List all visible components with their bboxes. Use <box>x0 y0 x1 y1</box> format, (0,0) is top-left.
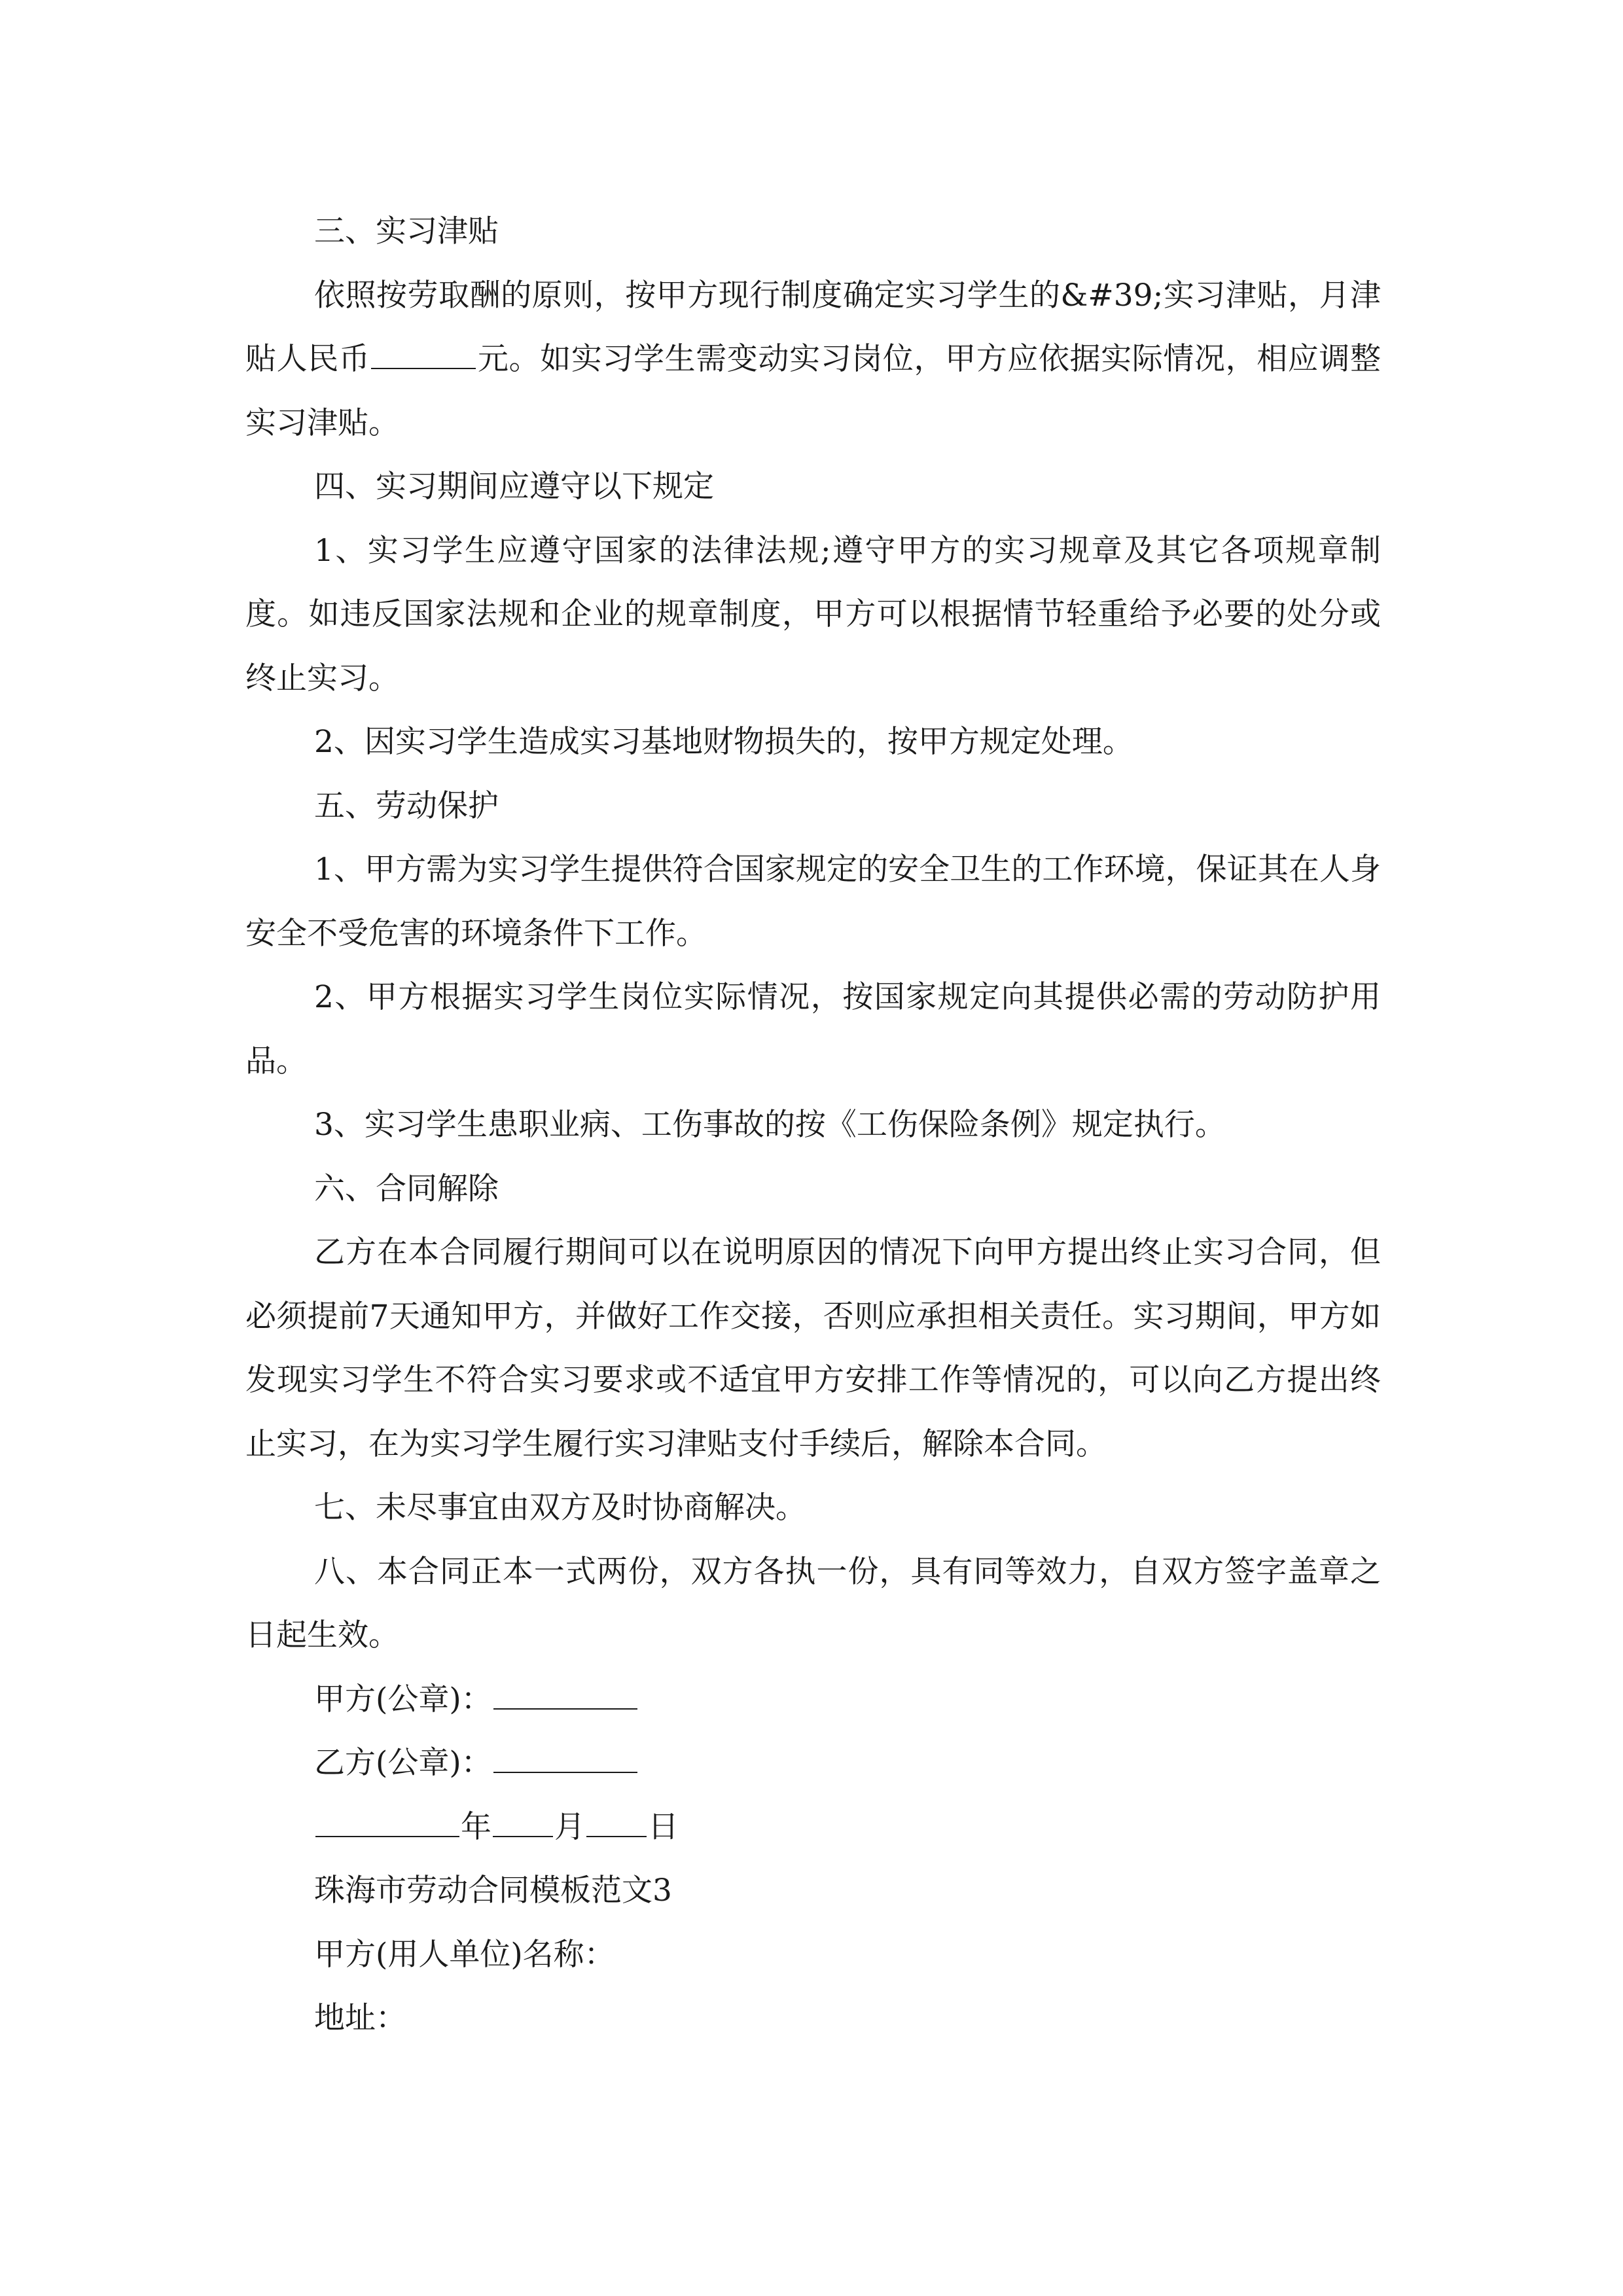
protection-item-2: 2、甲方根据实习学生岗位实际情况，按国家规定向其提供必需的劳动防护用品。 <box>245 979 1381 1079</box>
employer-name-label: 甲方(用人单位)名称： <box>314 1936 615 1973</box>
address-label: 地址： <box>314 2000 406 2036</box>
allowance-text-after: 元。如实习学生需变动实习岗位，甲方应依据实际情况，相应调整实习津贴。 <box>245 341 1382 441</box>
rules-item-1: 1、实习学生应遵守国家的法律法规;遵守甲方的实习规章及其它各项规章制度。如违反国家法规和企业的规章制度，甲方可以根据情节轻重给予必要的处分或终止实习。 <box>245 532 1381 696</box>
party-a-signature-line <box>245 1668 1381 1732</box>
rules-item-2: 2、因实习学生造成实习基地财物损失的，按甲方规定处理。 <box>314 724 1133 760</box>
allowance-text-before: 依照按劳取酬的原则，按甲方现行制度确定实习学生的&#39;实习津贴，月津贴人民币 <box>245 277 1381 377</box>
section-heading-rules: 四、实习期间应遵守以下规定 <box>314 469 714 505</box>
party-a-blank <box>493 1674 637 1710</box>
allowance-paragraph <box>245 264 1381 456</box>
section-heading-allowance: 三、实习津贴 <box>314 213 499 249</box>
party-b-signature-line <box>245 1731 1381 1795</box>
clause-seven: 七、未尽事宜由双方及时协商解决。 <box>314 1490 806 1526</box>
protection-item-1: 1、甲方需为实习学生提供符合国家规定的安全卫生的工作环境，保证其在人身安全不受危害的环境条件下工作。 <box>245 852 1381 952</box>
allowance-amount-blank <box>371 334 476 369</box>
year-blank <box>315 1802 459 1837</box>
contract-body <box>245 200 1381 2051</box>
party-b-label: 乙方(公章)： <box>314 1745 492 1781</box>
protection-item-3: 3、实习学生患职业病、工伤事故的按《工伤保险条例》规定执行。 <box>314 1107 1226 1143</box>
day-blank <box>586 1802 647 1837</box>
termination-paragraph: 乙方在本合同履行期间可以在说明原因的情况下向甲方提出终止实习合同，但必须提前7天通知甲方，并做好工作交接，否则应承担相关责任。实习期间，甲方如发现实习学生不符合实习要求或不适宜甲方安排工作等情况的，可以向乙方提出终止实习，在为实习学生履行实习津贴支付手续后，解除本合同。 <box>245 1234 1381 1462</box>
date-line <box>245 1795 1381 1859</box>
section-heading-termination: 六、合同解除 <box>314 1170 499 1207</box>
month-label: 月 <box>554 1808 585 1845</box>
party-a-label: 甲方(公章)： <box>314 1681 492 1717</box>
month-blank <box>493 1802 553 1837</box>
section-heading-protection: 五、劳动保护 <box>314 787 499 824</box>
next-document-title: 珠海市劳动合同模板范文3 <box>314 1873 672 1909</box>
party-b-blank <box>493 1738 637 1773</box>
clause-eight: 八、本合同正本一式两份，双方各执一份，具有同等效力，自双方签字盖章之日起生效。 <box>245 1553 1381 1653</box>
day-label: 日 <box>648 1808 679 1845</box>
year-label: 年 <box>461 1808 491 1845</box>
